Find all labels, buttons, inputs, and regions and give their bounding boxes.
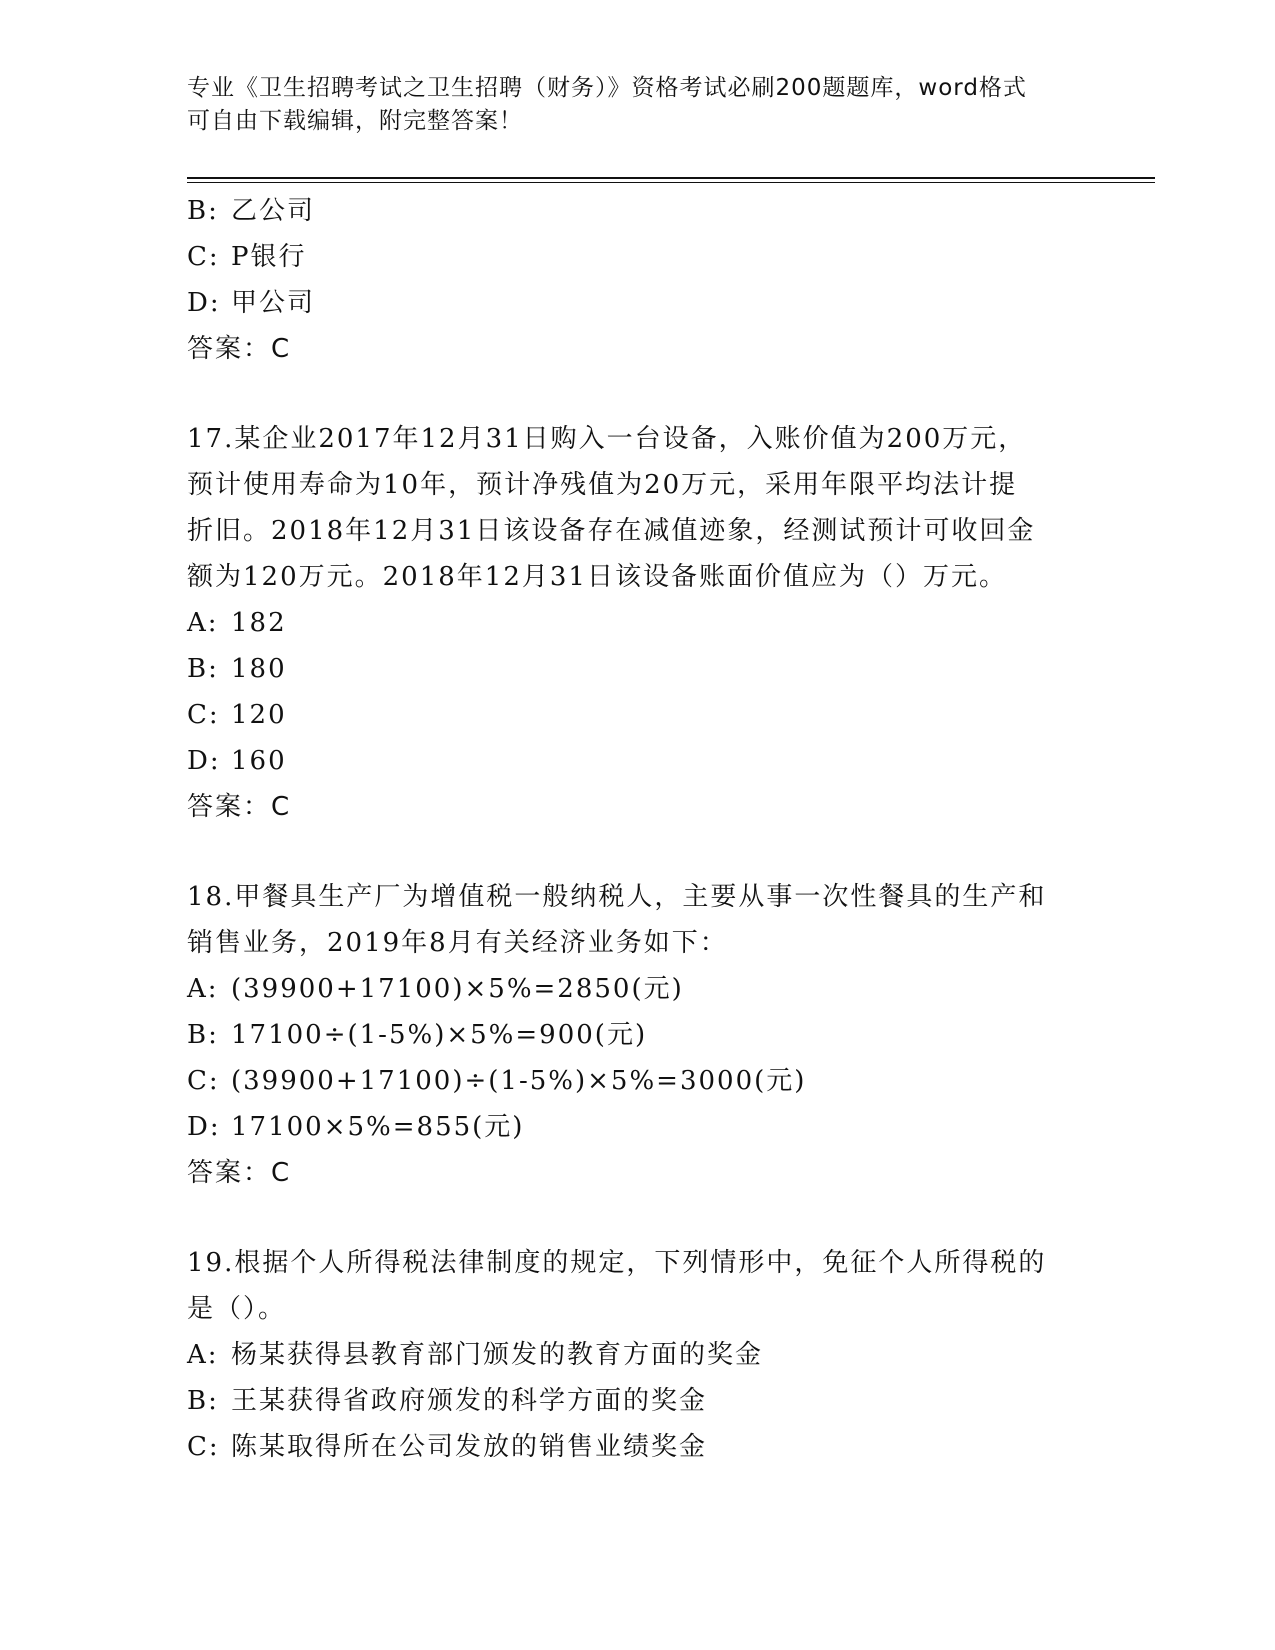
option-text: 120 <box>231 700 287 730</box>
option-letter: A: <box>187 608 219 638</box>
header-divider <box>187 177 1155 183</box>
option-text: 乙公司 <box>231 196 316 226</box>
option-c <box>187 1058 1087 1104</box>
stem-line: 是（）。 <box>187 1294 287 1324</box>
option-a <box>187 1332 1087 1378</box>
stem-line: 额为120万元。2018年12月31日该设备账面价值应为（）万元。 <box>187 562 1007 592</box>
option-c <box>187 1424 1087 1470</box>
option-letter: D: <box>187 1112 221 1142</box>
stem-line: 17.某企业2017年12月31日购入一台设备，入账价值为200万元， <box>187 424 1027 454</box>
option-c <box>187 692 1087 738</box>
question-19 <box>187 1240 1087 1470</box>
option-text: (39900+17100)÷(1-5%)×5%=3000(元) <box>231 1066 807 1096</box>
option-b <box>187 1378 1087 1424</box>
stem-line: 销售业务，2019年8月有关经济业务如下： <box>187 928 728 958</box>
header-title-line-1: 专业《卫生招聘考试之卫生招聘（财务）》资格考试必刷200题题库，word格式 <box>187 75 1027 101</box>
question-17 <box>187 416 1087 830</box>
answer-line: 答案：C <box>187 792 292 822</box>
option-text: 陈某取得所在公司发放的销售业绩奖金 <box>231 1432 708 1462</box>
page-header <box>187 72 1087 138</box>
option-letter: B: <box>187 1386 219 1416</box>
option-letter: B: <box>187 196 219 226</box>
stem-line: 18.甲餐具生产厂为增值税一般纳税人，主要从事一次性餐具的生产和 <box>187 882 1047 912</box>
option-letter: B: <box>187 1020 219 1050</box>
answer-line: 答案：C <box>187 334 292 364</box>
option-letter: D: <box>187 288 221 318</box>
option-text: 王某获得省政府颁发的科学方面的奖金 <box>231 1386 708 1416</box>
option-letter: D: <box>187 746 221 776</box>
option-d <box>187 1104 1087 1150</box>
option-letter: C: <box>187 700 220 730</box>
stem-line: 19.根据个人所得税法律制度的规定，下列情形中，免征个人所得税的 <box>187 1248 1047 1278</box>
option-letter: C: <box>187 1066 220 1096</box>
option-c <box>187 234 1087 280</box>
answer-line: 答案：C <box>187 1158 292 1188</box>
option-a <box>187 966 1087 1012</box>
option-letter: A: <box>187 974 219 1004</box>
option-letter: C: <box>187 242 220 272</box>
question-stem <box>187 416 1087 600</box>
option-text: 182 <box>231 608 287 638</box>
spacer <box>187 1196 1087 1240</box>
question-16-continued <box>187 188 1087 372</box>
option-letter: B: <box>187 654 219 684</box>
option-letter: C: <box>187 1432 220 1462</box>
option-text: 甲公司 <box>231 288 316 318</box>
question-stem <box>187 874 1087 966</box>
option-text: 17100÷(1-5%)×5%=900(元) <box>231 1020 648 1050</box>
option-b <box>187 646 1087 692</box>
option-d <box>187 738 1087 784</box>
option-d <box>187 280 1087 326</box>
spacer <box>187 372 1087 416</box>
question-18 <box>187 874 1087 1196</box>
option-a <box>187 600 1087 646</box>
stem-line: 折旧。2018年12月31日该设备存在减值迹象，经测试预计可收回金 <box>187 516 1036 546</box>
document-body <box>187 188 1087 1470</box>
option-b <box>187 188 1087 234</box>
option-text: 杨某获得县教育部门颁发的教育方面的奖金 <box>231 1340 764 1370</box>
option-b <box>187 1012 1087 1058</box>
question-stem <box>187 1240 1087 1332</box>
option-text: 160 <box>231 746 287 776</box>
option-text: 17100×5%=855(元) <box>231 1112 525 1142</box>
option-text: (39900+17100)×5%=2850(元) <box>231 974 684 1004</box>
header-title-line-2: 可自由下载编辑，附完整答案！ <box>187 108 523 134</box>
option-text: P银行 <box>231 242 307 272</box>
spacer <box>187 830 1087 874</box>
option-letter: A: <box>187 1340 219 1370</box>
stem-line: 预计使用寿命为10年，预计净残值为20万元，采用年限平均法计提 <box>187 470 1018 500</box>
option-text: 180 <box>231 654 287 684</box>
